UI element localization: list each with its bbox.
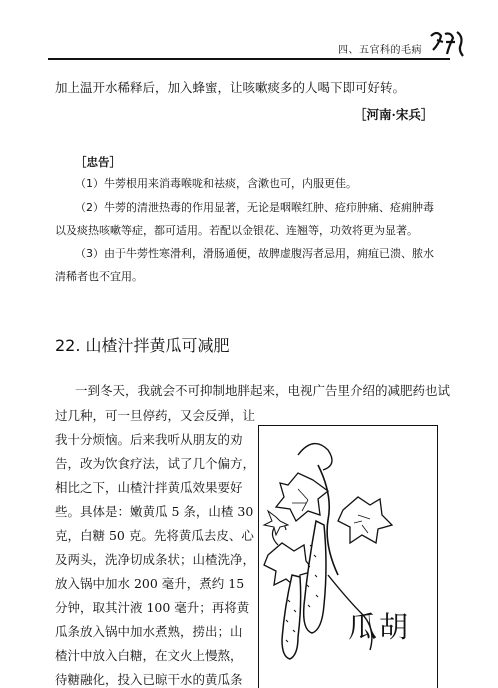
source-attribution: ［河南·宋兵］ bbox=[354, 107, 434, 122]
header-rule bbox=[48, 58, 450, 60]
running-title: 四、五官科的毛病 bbox=[338, 45, 422, 56]
note-line-5: 清稀者也不宜用。 bbox=[55, 270, 143, 283]
body-line: 分钟，取其汁液 100 毫升；再将黄 bbox=[55, 600, 250, 615]
notes-title: ［忠告］ bbox=[75, 155, 121, 169]
body-line-full: 一到冬天，我就会不可抑制地胖起来，电视广告里介绍的减肥药也试 bbox=[75, 383, 451, 398]
body-line: 楂汁中放入白糖，在文火上慢熬， bbox=[55, 648, 243, 663]
body-line: 相比之下，山楂汁拌黄瓜效果要好 bbox=[55, 480, 243, 495]
note-line-4: （3）由于牛蒡性寒滑利，滑肠通便，故脾虚腹泻者忌用，痈疽已溃、脓水 bbox=[75, 247, 434, 260]
body-line: 及两头，洗净切成条状；山楂洗净， bbox=[55, 552, 256, 567]
body-line: 待糖融化，投入已晾干水的黄瓜条 bbox=[55, 672, 243, 687]
body-line: 克，白糖 50 克。先将黄瓜去皮、心 bbox=[55, 528, 254, 543]
body-line: 告，改为饮食疗法，试了几个偏方， bbox=[55, 456, 256, 471]
illustration-caption: 瓜胡 bbox=[348, 610, 411, 644]
note-line-1: （1）牛蒡根用来消毒喉咙和祛痰，含漱也可，内服更佳。 bbox=[75, 177, 357, 190]
body-line: 过几种，可一旦停药，又会反弹，让 bbox=[55, 408, 256, 423]
calligraphy-logo-icon bbox=[427, 26, 467, 60]
body-line: 我十分烦恼。后来我听从朋友的劝 bbox=[55, 432, 243, 447]
page-header bbox=[0, 0, 498, 70]
section-title: 22. 山楂汁拌黄瓜可减肥 bbox=[55, 336, 230, 355]
note-line-2: （2）牛蒡的清泄热毒的作用显著，无论是咽喉红肿、疮疖肿痛、疮痈肿毒 bbox=[75, 201, 434, 214]
body-line: 些。具体是：嫩黄瓜 5 条，山楂 30 bbox=[55, 504, 254, 519]
body-line: 放入锅中加水 200 毫升，煮约 15 bbox=[55, 576, 245, 591]
note-line-3: 以及痰热咳嗽等症，都可适用。若配以金银花、连翘等，功效将更为显著。 bbox=[55, 224, 418, 237]
intro-line: 加上温开水稀释后，加入蜂蜜，让咳嗽痰多的人喝下即可好转。 bbox=[55, 80, 406, 95]
cucumber-illustration-icon bbox=[258, 425, 436, 685]
body-line: 瓜条放入锅中加水煮熟，捞出；山 bbox=[55, 624, 243, 639]
